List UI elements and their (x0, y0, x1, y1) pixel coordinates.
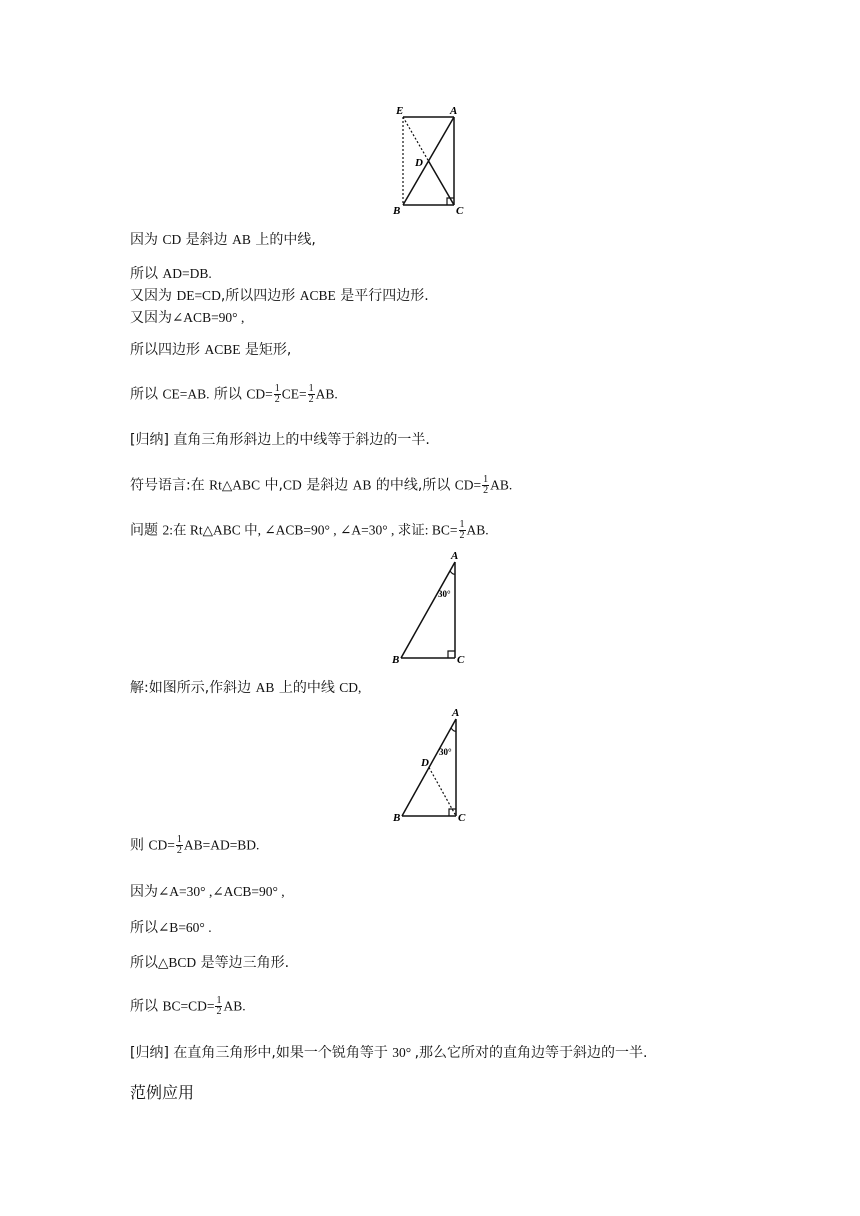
math: CE= (281, 386, 307, 402)
label-a: A (450, 105, 458, 117)
math: AB (232, 232, 251, 247)
math: ACBE (204, 342, 241, 357)
denominator: 2 (176, 845, 182, 856)
text: ,所以四边形 (220, 288, 300, 304)
math: CD= (246, 386, 273, 402)
text: 所以 (209, 386, 247, 403)
denominator: 2 (483, 485, 489, 496)
line-13 (130, 918, 212, 938)
line-16-summary (130, 1043, 647, 1063)
label-c: C (457, 654, 465, 666)
label-c: C (458, 812, 466, 824)
math: AB. (466, 522, 489, 538)
math: BC=CD= (162, 998, 215, 1014)
math: Rt△ABC (209, 477, 261, 493)
figure-triangle-with-median (385, 704, 475, 828)
math: AB. (490, 477, 513, 493)
math: CD= (148, 837, 175, 853)
line-6 (130, 384, 338, 405)
fraction-one-half (215, 996, 222, 1017)
text: 上的中线 (274, 680, 340, 696)
text: 则 (130, 837, 149, 854)
math: AB (352, 477, 372, 493)
text: 所以 (130, 955, 158, 971)
section-heading: 范例应用 (130, 1083, 195, 1102)
numerator: 1 (308, 383, 314, 394)
math: ∠ACB=90° , (172, 310, 245, 325)
math: 2:在 Rt△ABC 中, ∠ACB=90° , ∠A=30° , 求证: BC= (162, 522, 458, 538)
math: △BCD (158, 955, 197, 970)
fraction-one-half (176, 835, 183, 856)
line-15 (130, 996, 246, 1017)
text: 所以四边形 (130, 342, 205, 358)
line-10 (130, 678, 361, 698)
text: 是斜边 (301, 477, 353, 494)
text: [归纳] 在直角三角形中,如果一个锐角等于 (130, 1045, 393, 1061)
text: 的中线,所以 (371, 477, 455, 494)
math: CE=AB. (162, 386, 210, 402)
math: CD, (339, 680, 362, 695)
line-5 (130, 340, 291, 360)
text: 解:如图所示,作斜边 (130, 680, 256, 696)
math: AD=DB. (162, 266, 212, 281)
text: 中, (260, 477, 283, 494)
numerator: 1 (459, 519, 465, 530)
math: CD= (454, 477, 482, 493)
text: 所以 (130, 998, 163, 1015)
math: 30° (392, 1045, 415, 1060)
line-11 (130, 835, 259, 856)
label-c: C (456, 205, 464, 217)
line-9-problem (130, 520, 489, 541)
text: ,那么它所对的直角边等于斜边的一半. (414, 1045, 648, 1061)
label-e: E (396, 105, 404, 117)
label-b: B (392, 654, 400, 666)
text: 所以 (130, 266, 163, 282)
label-b: B (393, 205, 401, 217)
segment-ab (401, 562, 455, 658)
label-d: D (415, 157, 423, 169)
text: 上的中线, (250, 232, 316, 248)
text: 是平行四边形. (335, 288, 429, 304)
line-4 (130, 308, 244, 328)
text: 是等边三角形. (196, 955, 290, 971)
line-2 (130, 264, 212, 284)
text: 因为 (130, 232, 163, 248)
right-angle-mark (448, 651, 455, 658)
math: AB. (223, 998, 246, 1014)
line-1 (130, 230, 316, 250)
numerator: 1 (216, 995, 222, 1006)
line-12 (130, 882, 285, 902)
label-a: A (452, 707, 460, 719)
text: 又因为 (130, 310, 172, 326)
label-b: B (393, 812, 401, 824)
line-14 (130, 953, 289, 973)
math: ∠B=60° . (158, 920, 212, 935)
text: 因为 (130, 884, 158, 900)
numerator: 1 (483, 474, 489, 485)
label-a: A (451, 550, 459, 562)
line-8 (130, 475, 512, 496)
text: 是斜边 (181, 232, 233, 248)
math: AB. (315, 386, 338, 402)
math: DE=CD (176, 288, 221, 303)
text: 所以 (130, 920, 158, 936)
text: 符号语言:在 (130, 477, 210, 494)
denominator: 2 (308, 394, 314, 405)
fraction-one-half (482, 475, 489, 496)
text: 所以 (130, 386, 163, 403)
figure-rectangle-acbe (385, 100, 475, 220)
text: 问题 (130, 522, 163, 539)
line-7-summary (130, 430, 430, 450)
math: AB (255, 680, 275, 695)
fraction-one-half (459, 520, 466, 541)
math: AB=AD=BD. (183, 837, 260, 853)
math: CD (162, 232, 182, 247)
numerator: 1 (176, 834, 182, 845)
fraction-one-half (308, 384, 315, 405)
label-d: D (421, 757, 429, 769)
text: 又因为 (130, 288, 177, 304)
denominator: 2 (216, 1006, 222, 1017)
math: ACBE (299, 288, 336, 303)
segment-ed (403, 117, 429, 161)
text: [归纳] 直角三角形斜边上的中线等于斜边的一半. (130, 432, 430, 448)
text: 是矩形, (240, 342, 292, 358)
math: CD (282, 477, 302, 493)
line-3 (130, 286, 429, 306)
denominator: 2 (459, 530, 465, 541)
label-angle-30: 30° (439, 747, 452, 757)
label-angle-30: 30° (438, 589, 451, 599)
numerator: 1 (274, 383, 280, 394)
math: ∠A=30° ,∠ACB=90° , (158, 884, 285, 899)
fraction-one-half (274, 384, 281, 405)
figure-right-triangle (385, 548, 475, 670)
denominator: 2 (274, 394, 280, 405)
